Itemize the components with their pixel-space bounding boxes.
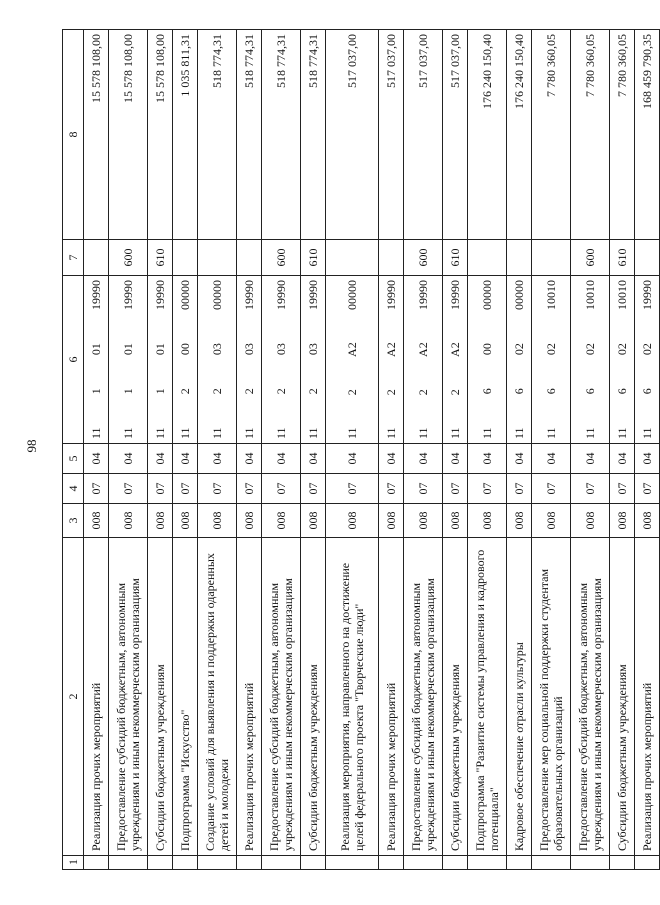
row-col-4: 07 (468, 474, 507, 504)
row-col-1 (379, 856, 404, 870)
row-code-part: 01 (89, 343, 103, 356)
row-amount: 518 774,31 (198, 30, 237, 240)
header-col-8: 8 (63, 30, 84, 240)
budget-table (62, 29, 660, 870)
row-amount: 518 774,31 (301, 30, 326, 240)
row-col-1 (571, 856, 610, 870)
row-col-5: 04 (443, 444, 468, 474)
row-col-3: 008 (326, 504, 379, 538)
header-col-1: 1 (63, 856, 84, 870)
row-code-part: 01 (121, 343, 135, 356)
row-code-part: А2 (448, 342, 462, 357)
table-row (237, 30, 262, 870)
row-code (173, 276, 198, 444)
row-code-parts (615, 280, 629, 439)
row-col-4: 07 (109, 474, 148, 504)
row-code-part: 02 (615, 343, 629, 356)
row-col-1 (326, 856, 379, 870)
row-code-part: 19990 (153, 280, 167, 311)
row-col-4: 07 (379, 474, 404, 504)
row-name: Реализация прочих мероприятий (635, 538, 660, 856)
row-code-part: 11 (153, 427, 167, 439)
row-name: Предоставление субсидий бюджетным, автономным учреждениям и иным некоммерческим организациям (404, 538, 443, 856)
row-code-part: 6 (480, 388, 494, 395)
row-code-parts (480, 280, 494, 439)
header-col-7: 7 (63, 240, 84, 276)
row-code-part: 6 (640, 388, 654, 395)
row-code-part: 2 (416, 389, 430, 396)
table-row (404, 30, 443, 870)
row-code (635, 276, 660, 444)
row-name: Реализация прочих мероприятий (84, 538, 109, 856)
row-code-part: 11 (210, 427, 224, 439)
row-col-3: 008 (262, 504, 301, 538)
row-code-parts (345, 280, 359, 439)
row-col-7 (326, 240, 379, 276)
row-code-part: 00 (480, 343, 494, 356)
row-col-1 (148, 856, 173, 870)
row-col-3: 008 (301, 504, 326, 538)
row-amount: 7 780 360,05 (571, 30, 610, 240)
header-col-3: 3 (63, 504, 84, 538)
row-code-part: 1 (121, 388, 135, 395)
row-col-7: 610 (301, 240, 326, 276)
row-code-part: 19990 (448, 280, 462, 311)
row-col-3: 008 (635, 504, 660, 538)
row-name: Реализация прочих мероприятий (237, 538, 262, 856)
row-col-1 (109, 856, 148, 870)
row-col-7: 600 (109, 240, 148, 276)
row-col-5: 04 (237, 444, 262, 474)
row-code-part: 00000 (210, 280, 224, 311)
row-col-4: 07 (237, 474, 262, 504)
row-code-part: 10010 (615, 280, 629, 311)
row-col-7: 600 (404, 240, 443, 276)
row-code-part: 03 (274, 343, 288, 356)
row-code-part: 00000 (512, 280, 526, 311)
row-col-7 (379, 240, 404, 276)
row-amount: 7 780 360,05 (532, 30, 571, 240)
table-row (262, 30, 301, 870)
row-col-5: 04 (404, 444, 443, 474)
table-row (173, 30, 198, 870)
row-col-7: 610 (148, 240, 173, 276)
row-col-3: 008 (507, 504, 532, 538)
row-code-parts (274, 280, 288, 439)
row-amount: 517 037,00 (326, 30, 379, 240)
row-code (198, 276, 237, 444)
row-name: Кадровое обеспечение отрасли культуры (507, 538, 532, 856)
row-code-parts (242, 280, 256, 439)
row-code-part: 19990 (640, 280, 654, 311)
row-code-part: 19990 (121, 280, 135, 311)
row-code-part: 2 (384, 389, 398, 396)
row-code-part: 02 (544, 343, 558, 356)
row-name: Реализация прочих мероприятий (379, 538, 404, 856)
row-col-3: 008 (610, 504, 635, 538)
row-code-part: 6 (512, 388, 526, 395)
table-row (468, 30, 507, 870)
row-code-part: 10010 (583, 280, 597, 311)
row-code-part: 11 (416, 427, 430, 439)
row-amount: 517 037,00 (443, 30, 468, 240)
row-code-part: 11 (512, 427, 526, 439)
table-row (379, 30, 404, 870)
row-code-parts (384, 280, 398, 439)
row-code-part: 2 (178, 388, 192, 395)
row-code (379, 276, 404, 444)
row-col-7 (84, 240, 109, 276)
row-code-part: 6 (615, 388, 629, 395)
row-name: Субсидии бюджетным учреждениям (301, 538, 326, 856)
row-code-part: 03 (242, 343, 256, 356)
row-code (404, 276, 443, 444)
row-code-parts (416, 280, 430, 439)
row-amount: 15 578 108,00 (109, 30, 148, 240)
row-code-parts (89, 280, 103, 439)
row-col-4: 07 (84, 474, 109, 504)
row-code-part: 03 (210, 343, 224, 356)
row-name: Субсидии бюджетным учреждениям (443, 538, 468, 856)
row-code-part: 2 (242, 388, 256, 395)
row-amount: 1 035 811,31 (173, 30, 198, 240)
row-code-part: 2 (210, 388, 224, 395)
row-code-part: 2 (306, 388, 320, 395)
row-code (326, 276, 379, 444)
row-code-part: 2 (274, 388, 288, 395)
row-name: Реализация мероприятия, направленного на достижение целей федерального проекта "Творческие люди" (326, 538, 379, 856)
row-col-1 (468, 856, 507, 870)
table-row (635, 30, 660, 870)
table-row (507, 30, 532, 870)
row-col-1 (198, 856, 237, 870)
row-code (301, 276, 326, 444)
row-col-5: 04 (635, 444, 660, 474)
row-col-4: 07 (635, 474, 660, 504)
row-code (109, 276, 148, 444)
header-col-4: 4 (63, 474, 84, 504)
row-code-part: 19990 (416, 280, 430, 311)
row-code-parts (121, 280, 135, 439)
row-code-parts (448, 280, 462, 439)
row-code-part: 02 (640, 343, 654, 356)
row-col-3: 008 (173, 504, 198, 538)
row-code-part: 2 (345, 389, 359, 396)
row-col-4: 07 (571, 474, 610, 504)
row-col-3: 008 (443, 504, 468, 538)
row-col-7: 600 (262, 240, 301, 276)
row-col-3: 008 (237, 504, 262, 538)
row-code-part: 11 (89, 427, 103, 439)
row-col-4: 07 (404, 474, 443, 504)
row-col-1 (84, 856, 109, 870)
row-code-part: 00000 (480, 280, 494, 311)
row-name: Предоставление мер социальной поддержки студентам образовательных организаций (532, 538, 571, 856)
page-number: 98 (24, 439, 39, 453)
row-col-7 (237, 240, 262, 276)
row-code-parts (544, 280, 558, 439)
row-name: Предоставление субсидий бюджетным, автономным учреждениям и иным некоммерческим организациям (109, 538, 148, 856)
row-code-part: 11 (306, 427, 320, 439)
row-code-part: 11 (448, 427, 462, 439)
row-amount: 176 240 150,40 (507, 30, 532, 240)
row-code (84, 276, 109, 444)
row-code-parts (210, 280, 224, 439)
row-code-part: 11 (640, 427, 654, 439)
row-name: Создание условий для выявления и поддержки одаренных детей и молодежи (198, 538, 237, 856)
row-col-5: 04 (148, 444, 173, 474)
row-code-part: 6 (544, 388, 558, 395)
row-code-part: 02 (512, 343, 526, 356)
table-row (84, 30, 109, 870)
row-col-4: 07 (532, 474, 571, 504)
row-code-parts (640, 280, 654, 439)
row-code (148, 276, 173, 444)
row-code-parts (583, 280, 597, 439)
row-code-parts (178, 280, 192, 439)
row-col-3: 008 (571, 504, 610, 538)
row-col-5: 04 (301, 444, 326, 474)
row-code-part: 19990 (274, 280, 288, 311)
row-col-5: 04 (532, 444, 571, 474)
row-code-part: 03 (306, 343, 320, 356)
row-name: Предоставление субсидий бюджетным, автономным учреждениям и иным некоммерческим организациям (262, 538, 301, 856)
row-col-4: 07 (301, 474, 326, 504)
row-col-7 (635, 240, 660, 276)
table-row (198, 30, 237, 870)
row-col-4: 07 (443, 474, 468, 504)
table-row (326, 30, 379, 870)
row-col-5: 04 (84, 444, 109, 474)
row-col-5: 04 (109, 444, 148, 474)
row-amount: 518 774,31 (237, 30, 262, 240)
row-code-part: 19990 (384, 280, 398, 311)
row-col-1 (404, 856, 443, 870)
row-col-5: 04 (571, 444, 610, 474)
row-col-1 (237, 856, 262, 870)
row-col-7 (532, 240, 571, 276)
row-col-5: 04 (198, 444, 237, 474)
row-col-7: 610 (443, 240, 468, 276)
row-code-parts (153, 280, 167, 439)
row-col-4: 07 (610, 474, 635, 504)
row-code-part: 19990 (242, 280, 256, 311)
row-amount: 176 240 150,40 (468, 30, 507, 240)
row-col-5: 04 (262, 444, 301, 474)
row-col-3: 008 (84, 504, 109, 538)
row-col-5: 04 (326, 444, 379, 474)
header-col-6: 6 (63, 276, 84, 444)
row-code (262, 276, 301, 444)
row-code-part: 11 (121, 427, 135, 439)
row-code-part: 11 (615, 427, 629, 439)
row-col-7 (507, 240, 532, 276)
row-col-3: 008 (109, 504, 148, 538)
row-col-1 (443, 856, 468, 870)
row-col-4: 07 (507, 474, 532, 504)
row-code-part: 11 (583, 427, 597, 439)
header-col-5: 5 (63, 444, 84, 474)
row-col-1 (507, 856, 532, 870)
row-code-part: 11 (178, 427, 192, 439)
budget-table-sheet (62, 30, 654, 870)
row-code (571, 276, 610, 444)
row-code (532, 276, 571, 444)
row-col-1 (610, 856, 635, 870)
row-col-3: 008 (404, 504, 443, 538)
row-col-3: 008 (379, 504, 404, 538)
row-col-5: 04 (173, 444, 198, 474)
row-col-1 (173, 856, 198, 870)
row-name: Субсидии бюджетным учреждениям (610, 538, 635, 856)
row-col-4: 07 (262, 474, 301, 504)
table-row (571, 30, 610, 870)
row-name: Подпрограмма "Искусство" (173, 538, 198, 856)
table-row (148, 30, 173, 870)
row-code-parts (512, 280, 526, 439)
table-row (443, 30, 468, 870)
row-code-part: 11 (242, 427, 256, 439)
row-col-7: 600 (571, 240, 610, 276)
row-amount: 15 578 108,00 (148, 30, 173, 240)
row-col-1 (262, 856, 301, 870)
row-code-part: 2 (448, 389, 462, 396)
row-code-part: 11 (480, 427, 494, 439)
table-row (532, 30, 571, 870)
row-col-4: 07 (148, 474, 173, 504)
table-row (109, 30, 148, 870)
row-code-part: 19990 (89, 280, 103, 311)
row-col-3: 008 (198, 504, 237, 538)
row-col-4: 07 (173, 474, 198, 504)
row-col-1 (635, 856, 660, 870)
row-name: Предоставление субсидий бюджетным, автономным учреждениям и иным некоммерческим организациям (571, 538, 610, 856)
row-code-part: 00000 (345, 280, 359, 311)
row-code-parts (306, 280, 320, 439)
row-col-3: 008 (532, 504, 571, 538)
row-col-7 (173, 240, 198, 276)
row-code-part: 11 (274, 427, 288, 439)
row-name: Подпрограмма "Развитие системы управления и кадрового потенциала" (468, 538, 507, 856)
row-code-part: 11 (345, 427, 359, 439)
row-col-4: 07 (198, 474, 237, 504)
row-code-part: 01 (153, 343, 167, 356)
row-col-5: 04 (379, 444, 404, 474)
row-col-5: 04 (468, 444, 507, 474)
row-amount: 517 037,00 (379, 30, 404, 240)
row-code-part: 1 (153, 388, 167, 395)
row-code-part: 19990 (306, 280, 320, 311)
row-code (468, 276, 507, 444)
row-code-part: 6 (583, 388, 597, 395)
row-code (237, 276, 262, 444)
row-name: Субсидии бюджетным учреждениям (148, 538, 173, 856)
header-col-2: 2 (63, 538, 84, 856)
row-col-7: 610 (610, 240, 635, 276)
row-amount: 15 578 108,00 (84, 30, 109, 240)
row-code-part: А2 (416, 342, 430, 357)
row-code-part: 10010 (544, 280, 558, 311)
row-col-4: 07 (326, 474, 379, 504)
row-amount: 517 037,00 (404, 30, 443, 240)
table-row (301, 30, 326, 870)
row-code-part: 02 (583, 343, 597, 356)
row-col-1 (532, 856, 571, 870)
table-row (610, 30, 635, 870)
row-code (507, 276, 532, 444)
row-col-7 (468, 240, 507, 276)
row-col-3: 008 (468, 504, 507, 538)
row-col-5: 04 (610, 444, 635, 474)
row-col-5: 04 (507, 444, 532, 474)
row-code (610, 276, 635, 444)
row-code-part: А2 (384, 342, 398, 357)
row-code-part: 00 (178, 343, 192, 356)
row-amount: 518 774,31 (262, 30, 301, 240)
row-amount: 7 780 360,05 (610, 30, 635, 240)
row-amount: 168 459 790,35 (635, 30, 660, 240)
row-code-part: 00000 (178, 280, 192, 311)
row-code-part: 11 (544, 427, 558, 439)
header-row (63, 30, 84, 870)
row-code-part: 11 (384, 427, 398, 439)
table-body (84, 30, 660, 870)
row-col-1 (301, 856, 326, 870)
row-code-part: А2 (345, 342, 359, 357)
row-code-part: 1 (89, 388, 103, 395)
row-code (443, 276, 468, 444)
row-col-3: 008 (148, 504, 173, 538)
row-col-7 (198, 240, 237, 276)
